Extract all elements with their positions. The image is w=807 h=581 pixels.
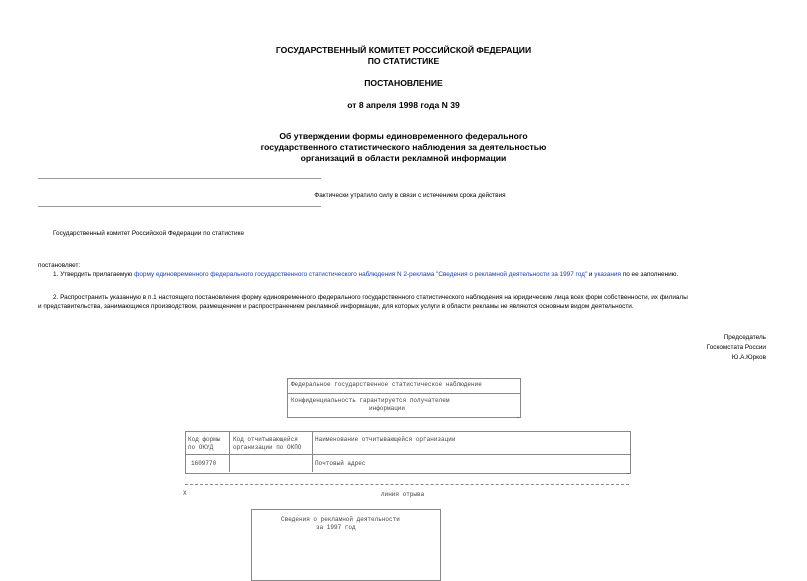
confidential-line2: информации [369,405,406,412]
document-title-line2: государственного статистического наблюдения за деятельностью [260,142,547,152]
document-type: ПОСТАНОВЛЕНИЕ [364,78,443,88]
item-1 [53,270,678,279]
signature-name: Ю.А.Юрков [731,354,766,361]
report-title-line1: Сведения о рекламной деятельности [281,516,400,523]
document-date: от 8 апреля 1998 года N 39 [347,100,460,110]
codes-table-sep2 [312,431,313,472]
col-okpo-label-line2: организации по ОКПО [233,444,302,451]
postal-address-label: Почтовый адрес [315,460,366,467]
okud-code-value: 1609770 [191,460,217,467]
item-2-line2: и представительства, занимающиеся производством, размещением и распространением рекламной информации, для которых услуги в области рекламы не являются основным видом деятельности. [38,303,634,310]
item-2-line1: 2. Распространить указанную в п.1 настоящего постановления форму единовременного федерального государственного статистического наблюдения на юридические лица всех форм собственности, их филиалы [53,294,688,301]
col-okpo-label-line1: Код отчитывающейся [233,436,298,443]
status-note: Фактически утратило силу в связи с истечением срока действия [314,192,506,199]
item-1-suffix: по ее заполнению. [620,271,679,278]
signature-org: Госкомстата России [706,344,766,351]
instructions-link[interactable]: указания [594,271,621,278]
cut-line [185,484,629,485]
box-corner-mark: – [516,414,520,421]
divider-top [38,178,321,179]
document-title-line3: организаций в области рекламной информации [300,153,507,163]
cut-label: линия отрыва [381,491,425,498]
codes-table-row-divider [185,454,630,455]
signature-position: Председатель [723,334,766,341]
col-okud-label-line1: Код формы [188,436,221,443]
item-1-mid: и [587,271,595,278]
item-1-prefix: 1. Утвердить прилагаемую [53,271,135,278]
confidential-line1: Конфиденциальность гарантируется получателем [291,397,450,404]
observation-label: Федеральное государственное статистическое наблюдение [291,381,482,388]
col-org-name-label: Наименование отчитывающейся организации [315,436,456,443]
divider-bottom [38,206,321,207]
cut-marker: X [183,490,187,497]
resolves-text: постановляет: [38,262,81,269]
committee-name-line2: ПО СТАТИСТИКЕ [367,56,440,66]
document-title-line1: Об утверждении формы единовременного федерального [279,131,528,141]
committee-name-line1: ГОСУДАРСТВЕННЫЙ КОМИТЕТ РОССИЙСКОЙ ФЕДЕРАЦИИ [275,45,532,55]
codes-table-sep1 [229,431,230,472]
table-corner-mark: – [626,470,630,477]
form-link[interactable]: форму единовременного федерального государственного статистического наблюдения N 2-реклама "Сведения о рекламной деятельности за 1997 год" [134,271,588,278]
col-okud-label-line2: по ОКУД [188,444,214,451]
intro-text: Государственный комитет Российской Федерации по статистике [53,230,245,237]
observation-box-divider [287,393,520,394]
report-title-line2: за 1997 год [316,524,356,531]
